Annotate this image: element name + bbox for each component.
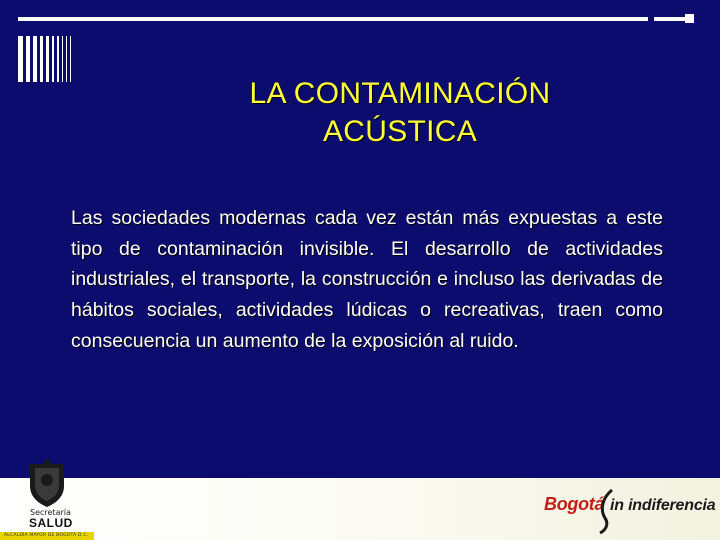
stripe [33, 36, 37, 82]
stripe [18, 36, 23, 82]
stripe [46, 36, 49, 82]
stripes-decoration [18, 36, 78, 82]
stripe [62, 36, 63, 82]
top-rule-gap [648, 16, 654, 22]
slide-title: LA CONTAMINACIÓN ACÚSTICA [249, 77, 551, 148]
stripe [26, 36, 30, 82]
coat-of-arms-icon [26, 460, 68, 508]
slide-body-text: Las sociedades modernas cada vez están más expuestas a este tipo de contaminación invisible. El desarrollo de actividades industriales, el transporte, la construcción e incluso las derivadas de hábitos sociales, actividades lúdicas o recreativas, traen como consecuencia un aumento de la exposición al ruido. [71, 207, 663, 352]
top-rule-decoration [18, 17, 694, 21]
salud-label: SALUD [29, 516, 73, 530]
stripe [70, 36, 71, 82]
bogota-logo-word: Bogotá [544, 494, 605, 514]
footer-band-text: ALCALDÍA MAYOR DE BOGOTÁ D.C. [4, 533, 89, 538]
stripe [57, 36, 59, 82]
stripe [66, 36, 67, 82]
stripe [52, 36, 54, 82]
bogota-logo-tagline: in indiferencia [610, 497, 716, 514]
top-rule-square-decoration [685, 14, 694, 23]
stripe [40, 36, 43, 82]
secretaria-label: Secretaría [30, 508, 71, 517]
